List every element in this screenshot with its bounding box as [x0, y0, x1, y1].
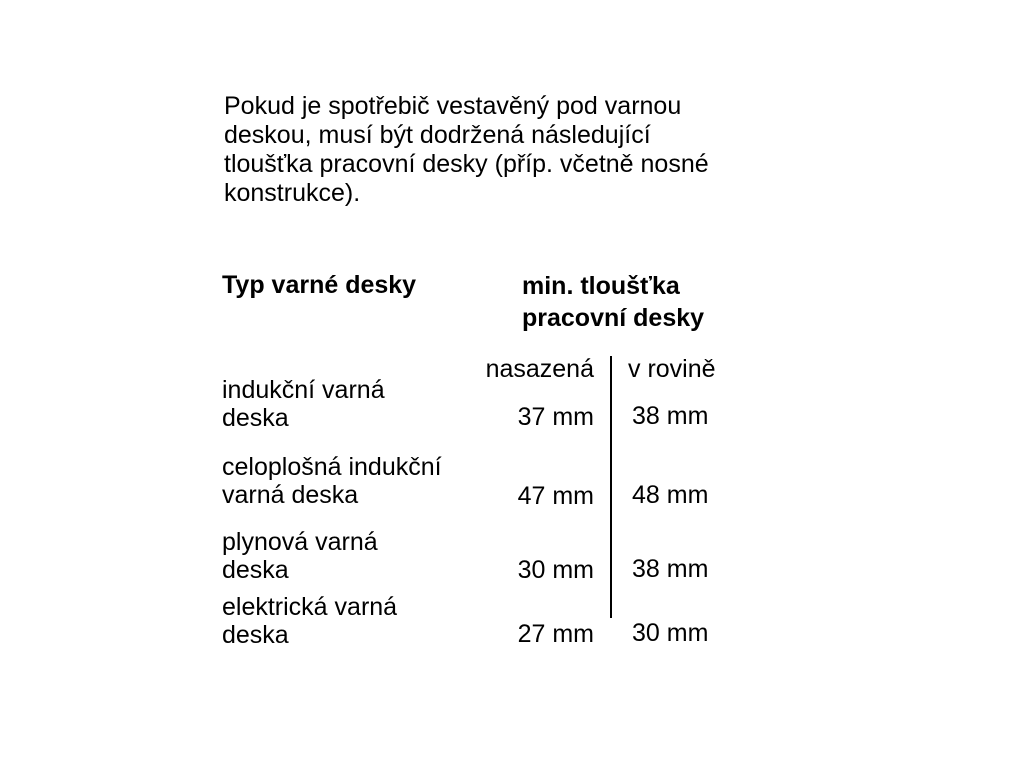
header-hob-type: Typ varné desky — [222, 271, 417, 299]
row-hob-name-line: celoplošná indukční — [222, 453, 442, 481]
row-mounted-value: 47 mm — [517, 482, 594, 510]
row-hob-name-line: elektrická varná — [222, 593, 398, 621]
row-flush-value: 38 mm — [632, 402, 709, 430]
row-mounted-value: 27 mm — [517, 620, 594, 648]
row-mounted-value: 37 mm — [517, 403, 594, 431]
column-divider — [610, 356, 612, 618]
header-min-thickness-line-2: pracovní desky — [522, 304, 705, 332]
intro-line: deskou, musí být dodržená následující — [224, 121, 651, 149]
row-hob-name-line: varná deska — [222, 481, 359, 509]
subheader-flush: v rovině — [628, 355, 716, 383]
row-hob-name-line: indukční varná — [222, 376, 385, 404]
intro-line: tloušťka pracovní desky (příp. včetně nosné — [224, 150, 709, 178]
header-min-thickness-line-1: min. tloušťka — [522, 272, 680, 300]
row-flush-value: 30 mm — [632, 619, 709, 647]
intro-line: konstrukce). — [224, 179, 361, 207]
row-hob-name-line: deska — [222, 404, 289, 432]
row-flush-value: 48 mm — [632, 481, 709, 509]
intro-line: Pokud je spotřebič vestavěný pod varnou — [224, 92, 682, 120]
row-flush-value: 38 mm — [632, 555, 709, 583]
row-hob-name-line: deska — [222, 621, 289, 649]
row-mounted-value: 30 mm — [517, 556, 594, 584]
subheader-mounted: nasazená — [485, 355, 594, 383]
intro-paragraph — [224, 92, 784, 208]
row-hob-name-line: plynová varná — [222, 528, 378, 556]
row-hob-name-line: deska — [222, 556, 289, 584]
